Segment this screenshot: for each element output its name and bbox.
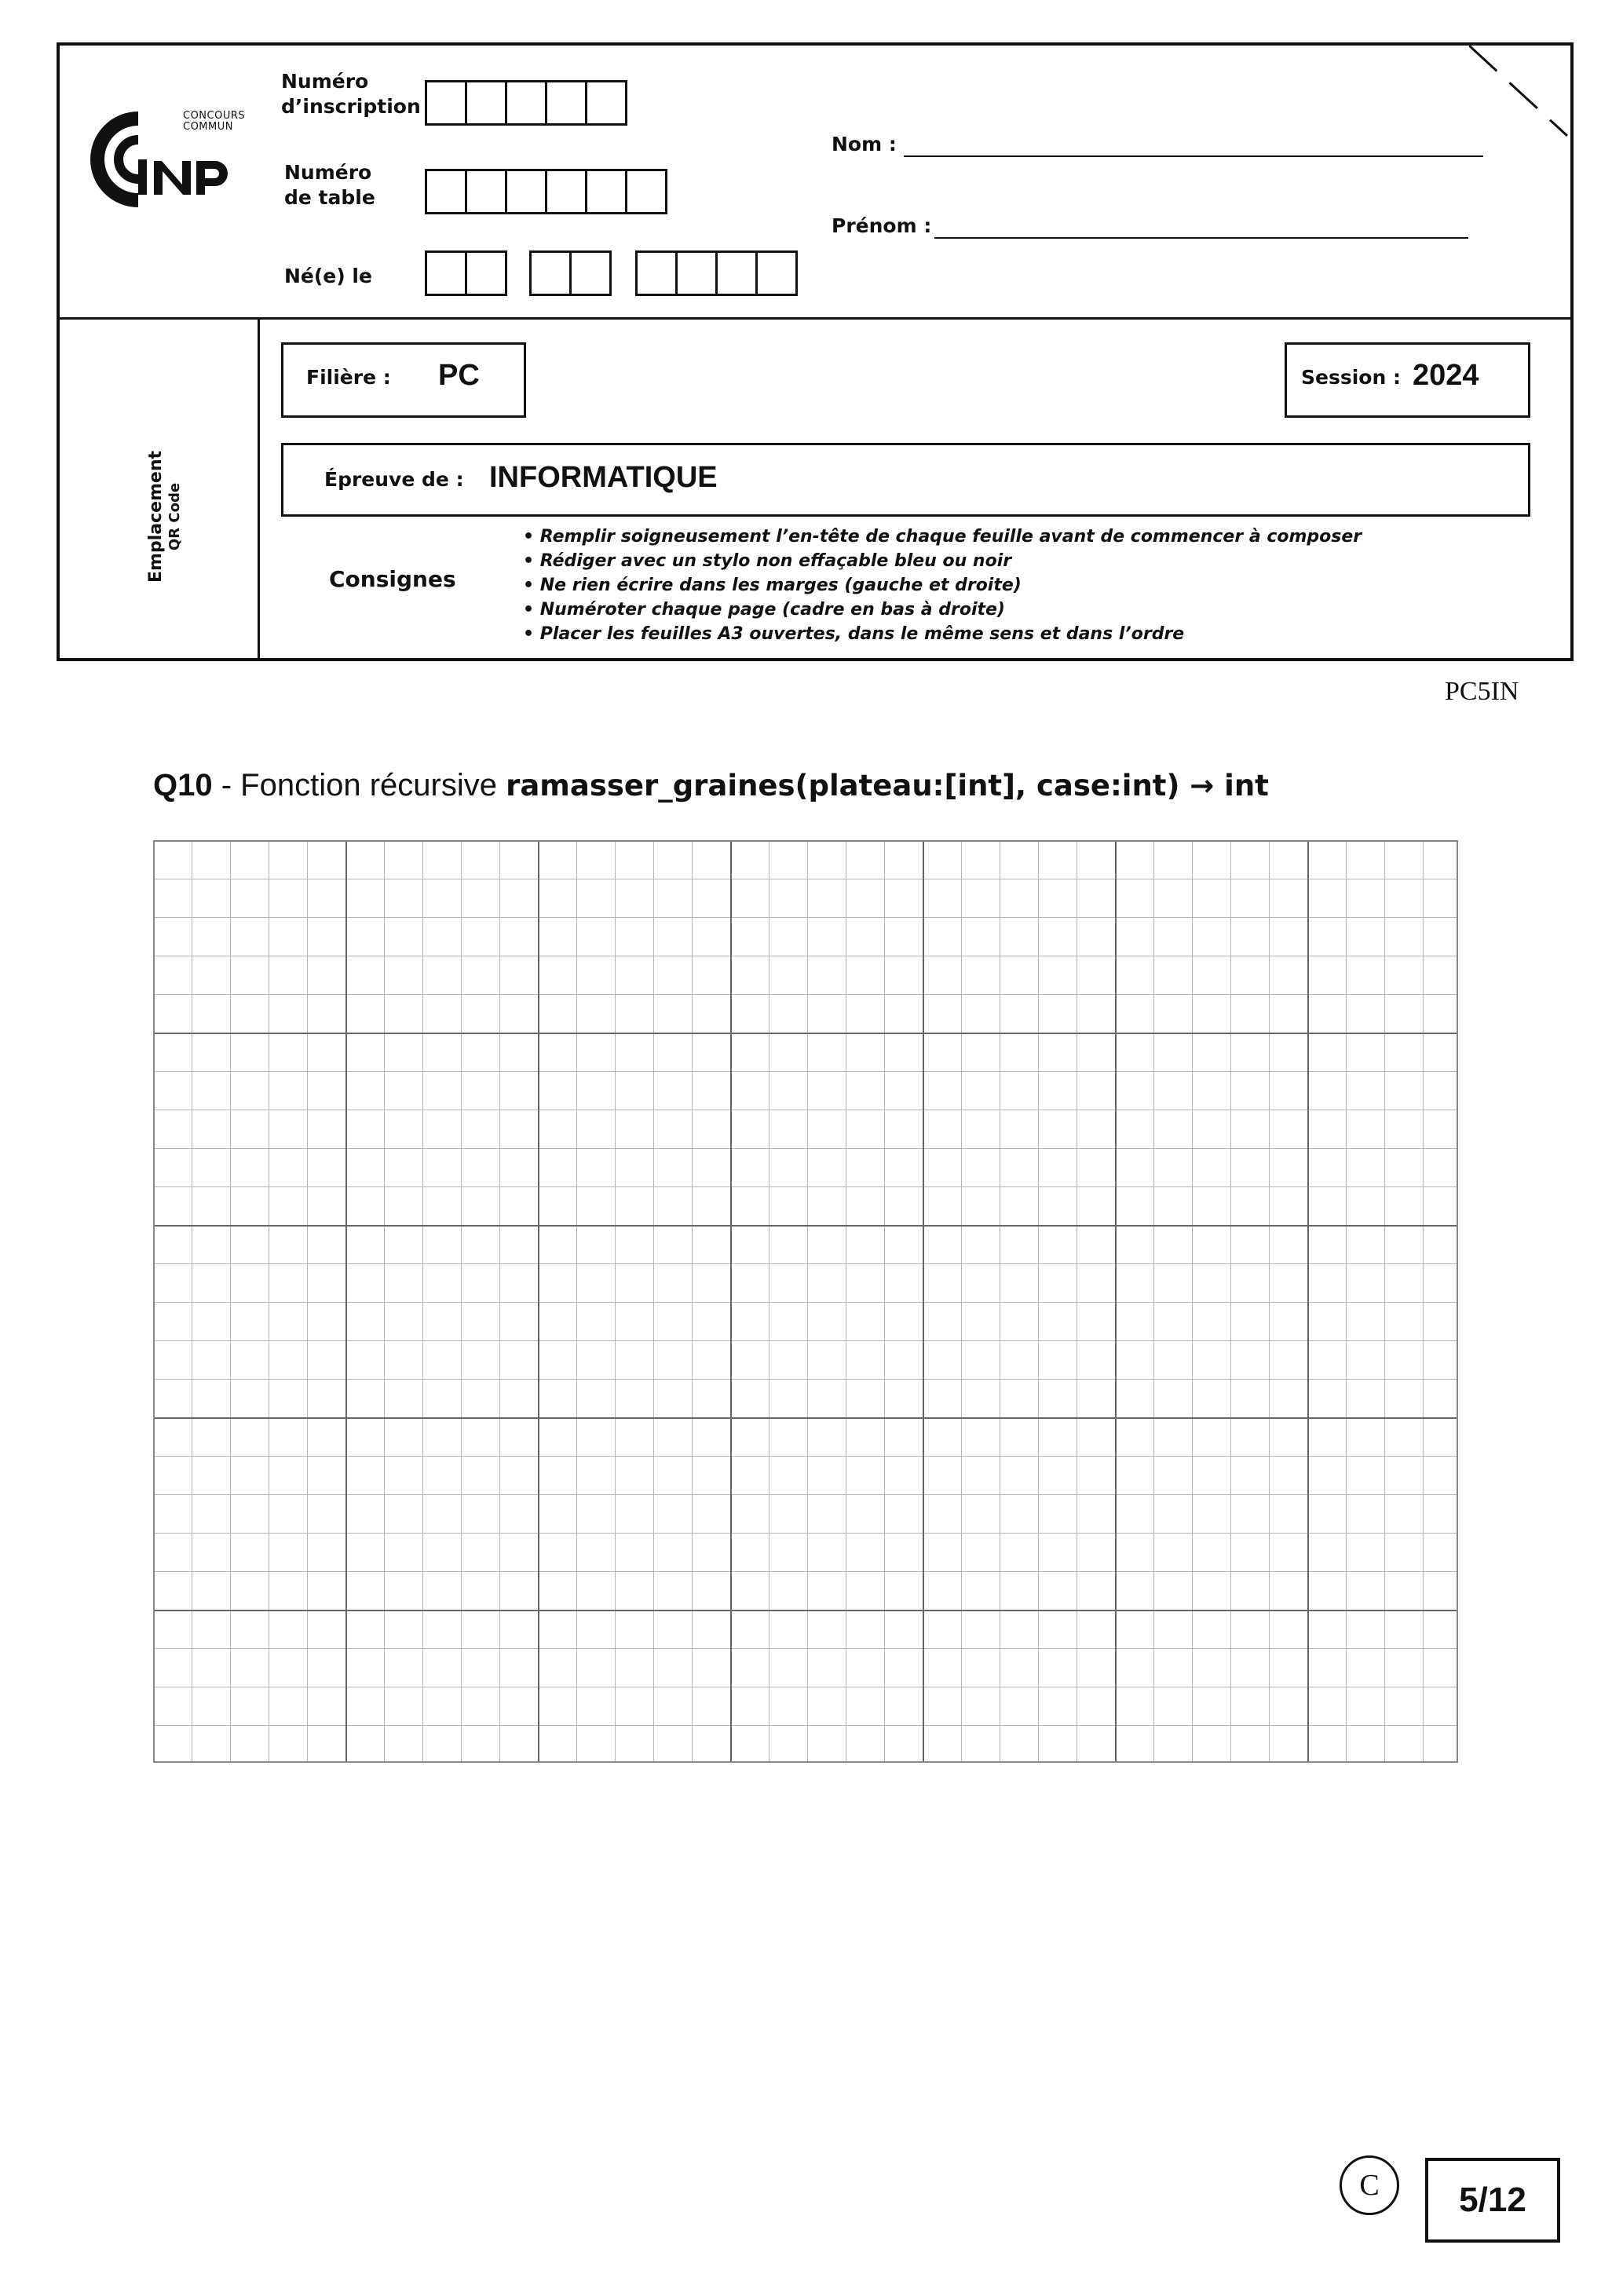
- consigne-item: • Ne rien écrire dans les marges (gauche et droite): [523, 573, 1362, 598]
- epreuve-box: [281, 443, 1530, 517]
- numero-table-boxes[interactable]: [425, 169, 667, 214]
- numero-inscription-line2: d’inscription: [281, 95, 421, 118]
- digit-box[interactable]: [755, 250, 798, 296]
- function-signature: ramasser_graines(plateau:[int], case:int) → int: [506, 769, 1269, 803]
- exam-header: [57, 42, 1574, 661]
- digit-box[interactable]: [465, 250, 507, 296]
- prenom-label: Prénom :: [832, 214, 932, 237]
- digit-box[interactable]: [425, 80, 467, 126]
- numero-inscription-boxes[interactable]: [425, 80, 627, 126]
- numero-table-label: [284, 160, 375, 210]
- digit-box[interactable]: [425, 250, 467, 296]
- numero-table-line2: de table: [284, 186, 375, 209]
- nom-field[interactable]: [904, 155, 1483, 157]
- session-label: Session :: [1301, 366, 1401, 389]
- question-text: - Fonction récursive: [212, 768, 506, 803]
- header-divider-horizontal: [60, 317, 1570, 320]
- corner-fold-mark: [1469, 46, 1574, 140]
- question-number: Q10: [153, 768, 213, 803]
- digit-box[interactable]: [675, 250, 718, 296]
- consigne-item: • Numéroter chaque page (cadre en bas à droite): [523, 598, 1362, 622]
- filiere-value: PC: [438, 359, 480, 392]
- birth-month-boxes[interactable]: [529, 250, 612, 296]
- copyright-icon: C: [1340, 2155, 1399, 2215]
- digit-box[interactable]: [505, 80, 547, 126]
- digit-box[interactable]: [715, 250, 758, 296]
- filiere-box: [281, 342, 526, 418]
- subject-code: PC5IN: [1445, 677, 1519, 706]
- session-box: [1285, 342, 1530, 418]
- digit-box[interactable]: [585, 169, 627, 214]
- numero-inscription-line1: Numéro: [281, 70, 369, 93]
- digit-box[interactable]: [545, 80, 587, 126]
- digit-box[interactable]: [625, 169, 667, 214]
- answer-grid[interactable]: [153, 840, 1458, 1763]
- logo-text-concours: CONCOURS: [183, 110, 246, 122]
- session-value: 2024: [1413, 359, 1479, 392]
- qr-label-line2: QR Code: [166, 482, 183, 551]
- consigne-item: • Rédiger avec un stylo non effaçable bleu ou noir: [523, 549, 1362, 573]
- numero-table-line1: Numéro: [284, 161, 372, 184]
- logo-text-commun: COMMUN: [183, 121, 233, 133]
- digit-box[interactable]: [569, 250, 612, 296]
- question-heading: [153, 768, 1269, 803]
- consigne-item: • Remplir soigneusement l’en-tête de chaque feuille avant de commencer à composer: [523, 525, 1362, 549]
- prenom-field[interactable]: [934, 237, 1468, 239]
- epreuve-label: Épreuve de :: [324, 468, 464, 491]
- digit-box[interactable]: [465, 169, 507, 214]
- consignes-list: [523, 525, 1362, 646]
- digit-box[interactable]: [545, 169, 587, 214]
- consignes-label: Consignes: [329, 566, 456, 592]
- digit-box[interactable]: [505, 169, 547, 214]
- birth-year-boxes[interactable]: [635, 250, 798, 296]
- digit-box[interactable]: [585, 80, 627, 126]
- filiere-label: Filière :: [306, 366, 391, 389]
- digit-box[interactable]: [465, 80, 507, 126]
- numero-inscription-label: [281, 69, 421, 119]
- digit-box[interactable]: [635, 250, 678, 296]
- nom-label: Nom :: [832, 133, 897, 155]
- qr-code-placeholder-label: [146, 430, 184, 603]
- digit-box[interactable]: [529, 250, 572, 296]
- birth-day-boxes[interactable]: [425, 250, 507, 296]
- consigne-item: • Placer les feuilles A3 ouvertes, dans le même sens et dans l’ordre: [523, 622, 1362, 646]
- digit-box[interactable]: [425, 169, 467, 214]
- page-number-box: 5/12: [1425, 2158, 1560, 2243]
- epreuve-value: INFORMATIQUE: [489, 461, 718, 494]
- qr-label-line1: Emplacement: [146, 450, 166, 583]
- nee-le-label: Né(e) le: [284, 265, 372, 287]
- header-divider-vertical: [258, 320, 260, 658]
- concours-inp-logo: [90, 104, 254, 222]
